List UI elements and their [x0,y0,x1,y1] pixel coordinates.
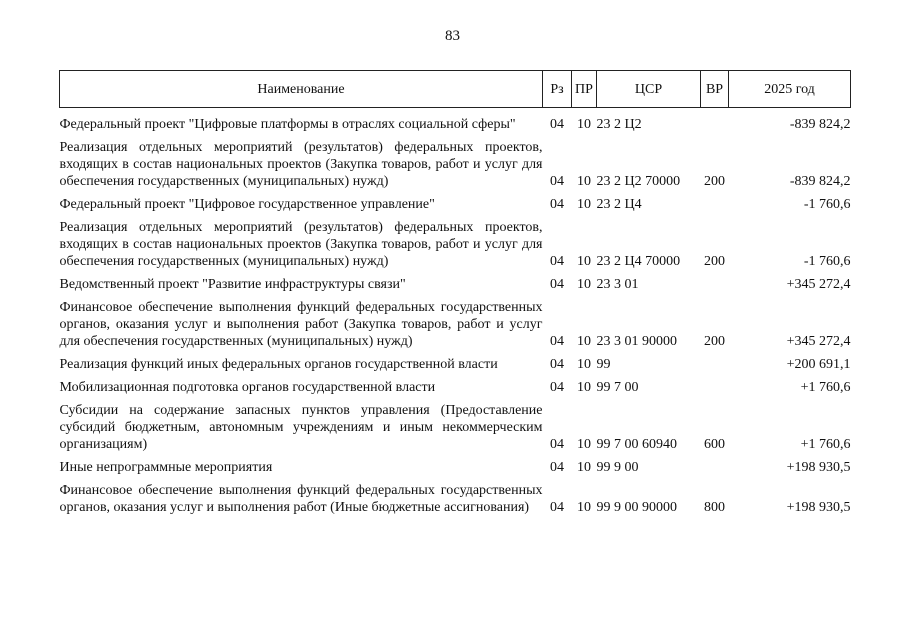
row-vr: 200 [704,174,725,189]
row-rz: 04 [550,277,564,292]
header-csr: ЦСР [597,71,701,108]
row-amount: -1 760,6 [803,197,851,212]
row-vr [701,193,729,216]
row-pr: 10 [577,380,591,395]
row-pr: 10 [577,437,591,452]
header-vr: ВР [701,71,729,108]
row-rz: 04 [550,117,564,132]
row-rz: 04 [550,437,564,452]
row-pr: 10 [577,117,591,132]
table-row [60,479,851,519]
row-vr [701,376,729,399]
table-row [60,273,851,296]
row-pr: 10 [577,460,591,475]
row-vr [701,456,729,479]
row-pr: 10 [577,174,591,189]
row-pr: 10 [577,334,591,349]
table-header-row [60,71,851,108]
row-name: Мобилизационная подготовка органов государственной власти [59,380,436,395]
row-vr [701,108,729,137]
row-rz: 04 [550,357,564,372]
header-pr: ПР [572,71,597,108]
row-pr: 10 [577,277,591,292]
row-pr: 10 [577,500,591,515]
row-rz: 04 [550,500,564,515]
row-csr: 99 7 00 60940 [596,437,677,452]
row-amount: -839 824,2 [789,117,851,132]
row-amount: +198 930,5 [786,500,851,515]
row-rz: 04 [550,460,564,475]
row-rz: 04 [550,174,564,189]
row-csr: 23 2 Ц2 [596,117,642,132]
row-pr: 10 [577,197,591,212]
table-row [60,216,851,273]
row-csr: 99 7 00 [596,380,639,395]
row-name: Реализация функций иных федеральных органов государственной власти [59,357,498,372]
table-row [60,108,851,137]
row-vr [701,353,729,376]
row-vr [701,273,729,296]
table-row [60,193,851,216]
row-csr: 99 9 00 90000 [596,500,677,515]
header-year: 2025 год [729,71,851,108]
row-name: Финансовое обеспечение выполнения функций федеральных государственных органов, оказания услуг и выполнения работ (Закупка товаров, работ и услуг для обеспечения государственных (муниципальных) нужд) [59,300,543,349]
table-row [60,136,851,193]
row-amount: +1 760,6 [800,437,851,452]
row-amount: +1 760,6 [800,380,851,395]
row-csr: 99 [596,357,611,372]
row-csr: 23 2 Ц4 [596,197,642,212]
row-name: Федеральный проект "Цифровые платформы в отраслях социальной сферы" [59,117,516,132]
row-csr: 23 2 Ц2 70000 [596,174,681,189]
row-name: Реализация отдельных мероприятий (результатов) федеральных проектов, входящих в состав национальных проектов (Закупка товаров, работ и услуг для обеспечения государственных (муниципальных) нужд) [59,220,543,269]
row-csr: 23 3 01 [596,277,639,292]
table-row [60,376,851,399]
row-amount: +198 930,5 [786,460,851,475]
row-vr: 200 [704,254,725,269]
row-rz: 04 [550,334,564,349]
row-name: Субсидии на содержание запасных пунктов управления (Предоставление субсидий бюджетным, автономным учреждениям и иным некоммерческим организациям) [59,403,543,452]
header-rz: Рз [543,71,572,108]
row-pr: 10 [577,357,591,372]
table-row [60,399,851,456]
row-name: Иные непрограммные мероприятия [59,460,273,475]
row-amount: -839 824,2 [789,174,851,189]
row-amount: +345 272,4 [786,334,851,349]
row-vr: 800 [704,500,725,515]
row-rz: 04 [550,380,564,395]
row-name: Ведомственный проект "Развитие инфраструктуры связи" [59,277,406,292]
row-amount: -1 760,6 [803,254,851,269]
row-rz: 04 [550,197,564,212]
page-number: 83 [445,28,460,44]
row-vr: 600 [704,437,725,452]
row-name: Финансовое обеспечение выполнения функций федеральных государственных органов, оказания услуг и выполнения работ (Иные бюджетные ассигнования) [59,483,543,515]
table-row [60,296,851,353]
table-row [60,456,851,479]
header-name: Наименование [60,71,543,108]
row-csr: 23 2 Ц4 70000 [596,254,681,269]
row-name: Федеральный проект "Цифровое государственное управление" [59,197,435,212]
row-csr: 23 3 01 90000 [596,334,677,349]
row-csr: 99 9 00 [596,460,639,475]
row-amount: +200 691,1 [786,357,851,372]
row-amount: +345 272,4 [786,277,851,292]
table-row [60,353,851,376]
table-body [60,108,851,520]
row-vr: 200 [704,334,725,349]
row-pr: 10 [577,254,591,269]
row-name: Реализация отдельных мероприятий (результатов) федеральных проектов, входящих в состав национальных проектов (Закупка товаров, работ и услуг для обеспечения государственных (муниципальных) нужд) [59,140,543,189]
row-rz: 04 [550,254,564,269]
budget-table [59,70,851,519]
